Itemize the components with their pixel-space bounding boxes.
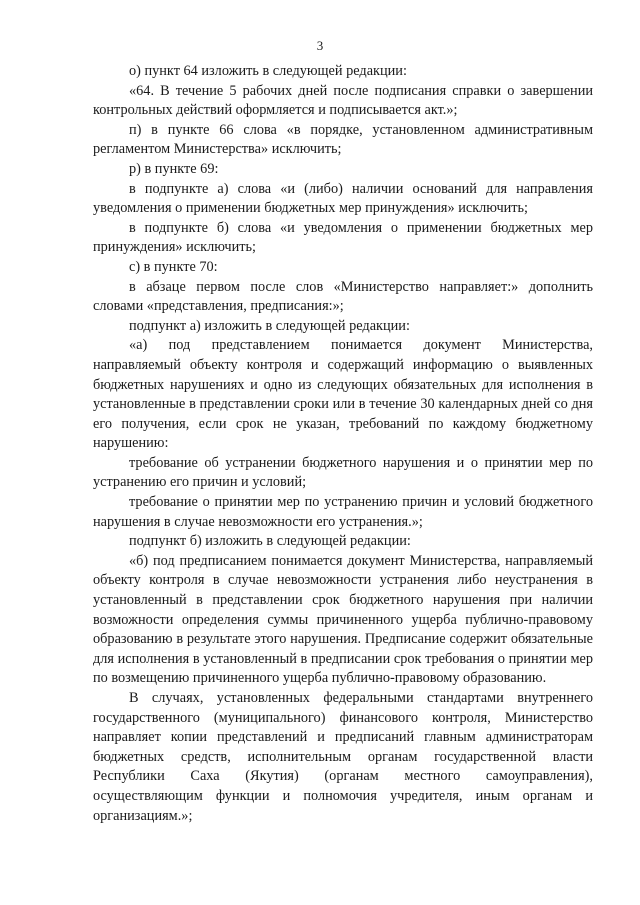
paragraph-subitem-a-70-intro: подпункт а) изложить в следующей редакции: (129, 317, 410, 334)
paragraph-prescription-definition: «б) под предписанием понимается документ Министерства, направляемый объекту контроля в случае невозможности устранения либо неустранения в установленный в представлении срок бюджетного нарушения при наличии возможности определения суммы причиненного ущерба публично-правовому образованию в результате этого нарушения. Предписание содержит обязательные для исполнения в установленный в предписании срок требования о принятии мер по возмещению причиненного ущерба публично-правовому образованию. (93, 552, 593, 687)
paragraph-subitem-a-69: в подпункте а) слова «и (либо) наличии оснований для направления уведомления о применении бюджетных мер принуждения» исключить; (93, 180, 593, 217)
paragraph-subitem-b-69: в подпункте б) слова «и уведомления о применении бюджетных мер принуждения» исключить; (93, 219, 593, 256)
paragraph-first-abzac-70: в абзаце первом после слов «Министерство направляет:» дополнить словами «представления, предписания:»; (93, 278, 593, 315)
paragraph-representation-definition: «а) под представлением понимается документ Министерства, направляемый объекту контроля и содержащий информацию о выявленных бюджетных нарушениях и одно из следующих обязательных для исполнения в установленные в представлении сроки или в течение 30 календарных дней со дня его получения, если срок не указан, требований по каждому бюджетному нарушению: (93, 337, 593, 452)
document-body (93, 62, 593, 826)
paragraph-subitem-b-70-intro: подпункт б) изложить в следующей редакции: (129, 533, 411, 550)
paragraph-item-r: р) в пункте 69: (129, 160, 219, 177)
paragraph-requirement-elimination: требование об устранении бюджетного нарушения и о принятии мер по устранению его причин и условий; (93, 454, 593, 491)
paragraph-item-s: с) в пункте 70: (129, 258, 218, 275)
paragraph-item-o: о) пункт 64 изложить в следующей редакции: (129, 63, 407, 79)
paragraph-item-64-text: «64. В течение 5 рабочих дней после подписания справки о завершении контрольных действий оформляется и подписывается акт.»; (93, 82, 593, 119)
paragraph-copies-distribution: В случаях, установленных федеральными стандартами внутреннего государственного (муниципального) финансового контроля, Министерство направляет копии представлений и предписаний главным администраторам бюджетных средств, исполнительным органам государственной власти Республики Саха (Якутия) (органам местного самоуправления), осуществляющим функции и полномочия учредителя, иным органам и организациям.»; (93, 690, 593, 824)
paragraph-item-p: п) в пункте 66 слова «в порядке, установленном административным регламентом Министерства» исключить; (93, 121, 593, 158)
paragraph-requirement-measures: требование о принятии мер по устранению причин и условий бюджетного нарушения в случае невозможности его устранения.»; (93, 494, 593, 530)
page-number: 3 (316, 38, 324, 53)
